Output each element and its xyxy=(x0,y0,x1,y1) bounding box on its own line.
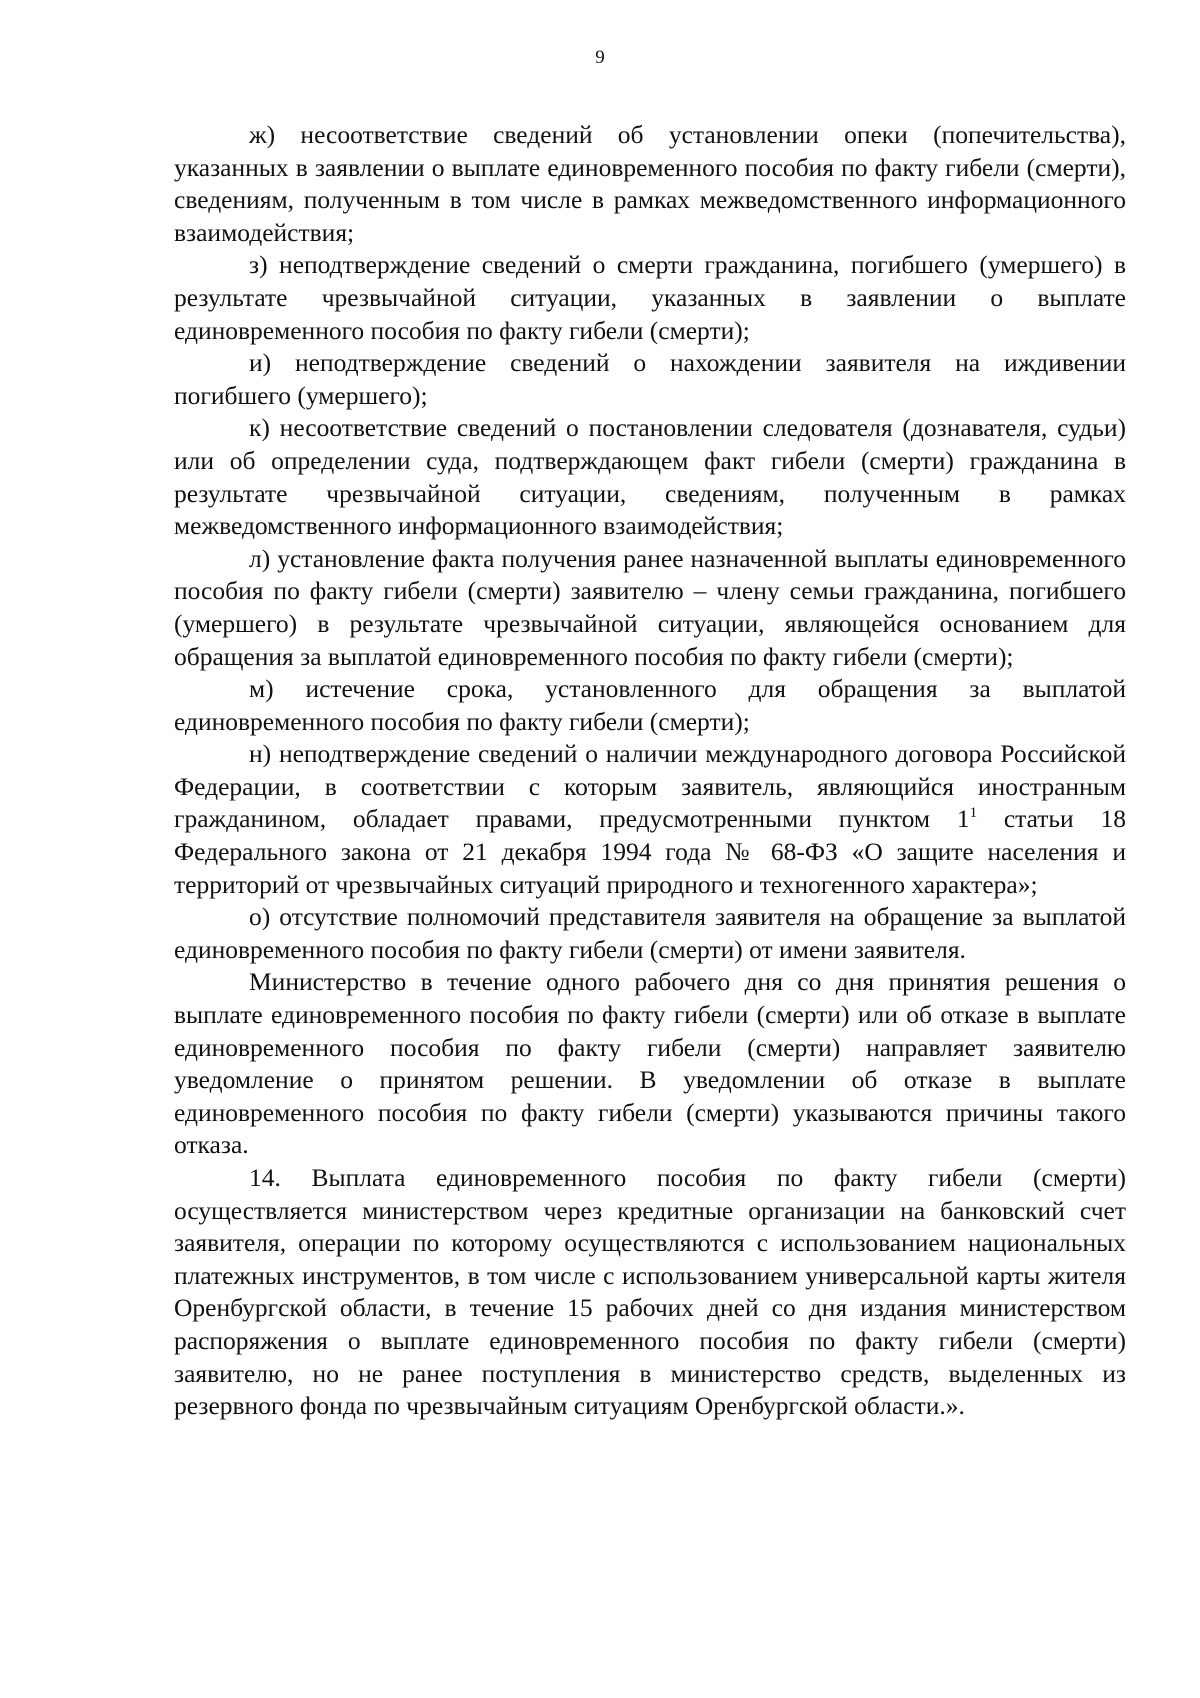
paragraph-n xyxy=(174,738,1126,901)
paragraph-14-payment: 14. Выплата единовременного пособия по факту гибели (смерти) осуществляется министерством через кредитные организации на банковский счет заявителя, операции по которому осуществляются с использованием национальных платежных инструментов, в том числе с использованием универсальной карты жителя Оренбургской области, в течение 15 рабочих дней со дня издания министерством распоряжения о выплате единовременного пособия по факту гибели (смерти) заявителю, но не ранее поступления в министерство средств, выделенных из резервного фонда по чрезвычайным ситуациям Оренбургской области.». xyxy=(174,1163,1126,1421)
paragraph-l: л) установление факта получения ранее назначенной выплаты единовременного пособия по факту гибели (смерти) заявителю – члену семьи гражданина, погибшего (умершего) в результате чрезвычайной ситуации, являющейся основанием для обращения за выплатой единовременного пособия по факту гибели (смерти); xyxy=(174,543,1126,671)
paragraph-n-text-end: статьи 18 Федерального закона от 21 декабря 1994 года № 68-ФЗ «О защите населения и территорий от чрезвычайных ситуаций природного и техногенного характера»; xyxy=(174,804,1126,899)
superscript-reference: 1 xyxy=(969,805,978,822)
paragraph-ministry-notice: Министерство в течение одного рабочего дня со дня принятия решения о выплате единовременного пособия по факту гибели (смерти) или об отказе в выплате единовременного пособия по факту гибели (смерти) направляет заявителю уведомление о принятом решении. В уведомлении об отказе в выплате единовременного пособия по факту гибели (смерти) указываются причины такого отказа. xyxy=(174,967,1126,1160)
document-body xyxy=(174,119,1126,1423)
paragraph-k: к) несоответствие сведений о постановлении следователя (дознавателя, судьи) или об определении суда, подтверждающем факт гибели (смерти) гражданина в результате чрезвычайной ситуации, сведениям, полученным в рамках межведомственного информационного взаимодействия; xyxy=(174,413,1126,541)
page-number: 9 xyxy=(595,47,605,68)
paragraph-i: и) неподтверждение сведений о нахождении заявителя на иждивении погибшего (умершего); xyxy=(174,348,1126,410)
paragraph-z: з) неподтверждение сведений о смерти гражданина, погибшего (умершего) в результате чрезвычайной ситуации, указанных в заявлении о выплате единовременного пособия по факту гибели (смерти); xyxy=(174,250,1126,345)
paragraph-zh: ж) несоответствие сведений об установлении опеки (попечительства), указанных в заявлении о выплате единовременного пособия по факту гибели (смерти), сведениям, полученным в том числе в рамках межведомственного информационного взаимодействия; xyxy=(174,120,1126,247)
paragraph-o: о) отсутствие полномочий представителя заявителя на обращение за выплатой единовременного пособия по факту гибели (смерти) от имени заявителя. xyxy=(174,902,1126,964)
paragraph-m: м) истечение срока, установленного для обращения за выплатой единовременного пособия по факту гибели (смерти); xyxy=(174,674,1126,736)
paragraph-n-text-start: н) неподтверждение сведений о наличии международного договора Российской Федерации, в соответствии с которым заявитель, являющийся иностранным гражданином, обладает правами, предусмотренными пунктом 1 xyxy=(174,739,1126,834)
